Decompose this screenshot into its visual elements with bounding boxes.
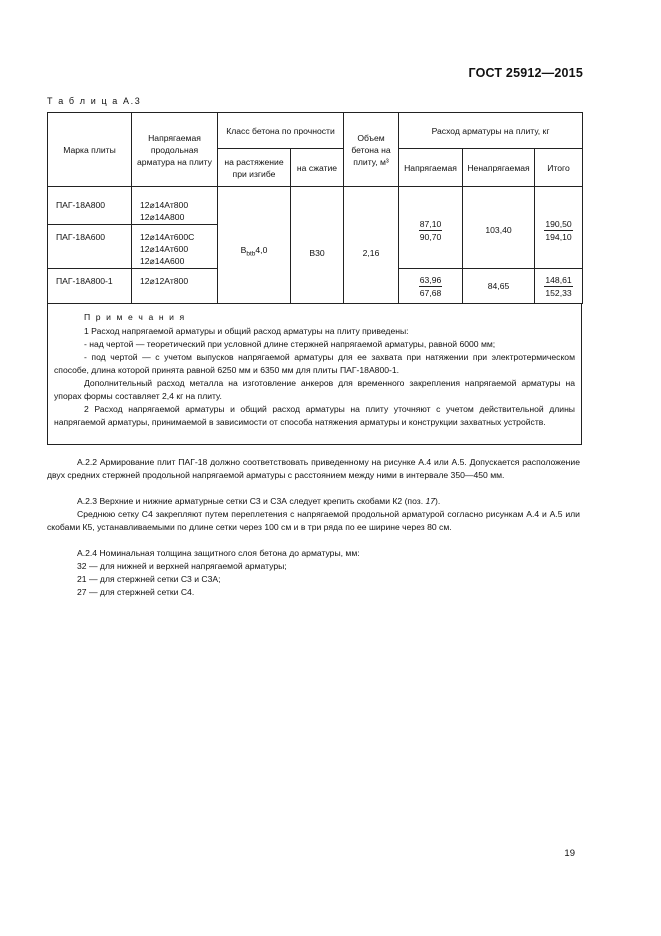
row-rebar: 12⌀14Ат800 12⌀14А800: [132, 193, 218, 225]
paragraph-a22: А.2.2 Армирование плит ПАГ-18 должно соответствовать приведенному на рисунке А.4 или А.5. Допускается расположение двух средних стержней продольной напрягаемой арматуры с расстоянием между ними в интервале 350—450 мм.: [47, 457, 580, 480]
col-concrete-class-header: Класс бетона по прочности: [218, 113, 344, 149]
col-tensioned-header: Напрягаемая: [399, 149, 463, 187]
col-mark-header: Марка плиты: [48, 113, 132, 187]
volume-cell: 2,16: [344, 193, 399, 304]
paragraph-c4: Среднюю сетку С4 закрепляют путем переплетения с напрягаемой продольной арматурой согласно рисункам А.4 и А.5 или скобами К5, устанавливаемыми по длине сетки через 100 см и в три ряда по ее ширине через 80 см.: [47, 509, 580, 532]
group2-tensioned: $\frac{63,96}{67,68}$: [399, 269, 463, 304]
row-mark: ПАГ-18А800: [48, 193, 132, 225]
cover-item: 32 — для нижней и верхней напрягаемой арматуры;: [77, 561, 287, 571]
table-caption: Т а б л и ц а А.3: [47, 96, 142, 106]
note-1a: - над чертой — теоретический при условной длине стержней напрягаемой арматуры, равной 6000 мм;: [84, 339, 496, 349]
group1-tensioned: $\frac{87,10}{90,70}$: [399, 193, 463, 269]
cover-item: 27 — для стержней сетки С4.: [77, 587, 195, 597]
col-tension-header: на растяжение при изгибе: [218, 149, 291, 187]
note-2: 2 Расход напрягаемой арматуры и общий расход арматуры на плиту уточняют с учетом действительной длины напрягаемой арматуры, принимаемой в зависимости от способа натяжения арматуры и конструкции захватных устройств.: [54, 404, 575, 427]
note-1b: - под чертой — с учетом выпусков напрягаемой арматуры для ее захвата при натяжении при электротермическом способе, длина которой принята равной 6250 мм и 6350 мм для плиты ПАГ-18А800-1.: [54, 352, 575, 375]
standard-designation: ГОСТ 25912—2015: [468, 66, 583, 80]
group2-total: $\frac{148,61}{152,33}$: [535, 269, 583, 304]
group2-untensioned: 84,65: [463, 269, 535, 304]
col-prestressed-header: Напрягаемая продольная арматура на плиту: [132, 113, 218, 187]
col-volume-header: Объем бетона на плиту, м³: [344, 113, 399, 187]
row-mark: ПАГ-18А600: [48, 225, 132, 269]
table-row: [48, 193, 583, 225]
reinforcement-table: [47, 112, 583, 304]
paragraph-a23: А.2.3 Верхние и нижние арматурные сетки С3 и С3А следует крепить скобами К2 (поз. 17).: [77, 496, 441, 506]
page-number: 19: [564, 848, 575, 859]
col-compression-header: на сжатие: [291, 149, 344, 187]
group1-untensioned: 103,40: [463, 193, 535, 269]
cover-item: 21 — для стержней сетки С3 и С3А;: [77, 574, 221, 584]
row-rebar: 12⌀12Ат800: [132, 269, 218, 304]
col-untensioned-header: Ненапрягаемая: [463, 149, 535, 187]
col-total-header: Итого: [535, 149, 583, 187]
compression-class-cell: B30: [291, 193, 344, 304]
table-notes: [47, 303, 582, 445]
note-1: 1 Расход напрягаемой арматуры и общий расход арматуры на плиту приведены:: [84, 326, 409, 336]
row-mark: ПАГ-18А800-1: [48, 269, 132, 304]
col-consumption-header: Расход арматуры на плиту, кг: [399, 113, 583, 149]
row-rebar: 12⌀14Ат600С 12⌀14Ат600 12⌀14А600: [132, 225, 218, 269]
tension-class-cell: $B_{btb}4,0$: [218, 193, 291, 304]
paragraph-a24: А.2.4 Номинальная толщина защитного слоя бетона до арматуры, мм:: [77, 548, 360, 558]
notes-title: П р и м е ч а н и я: [84, 312, 186, 322]
group1-total: $\frac{190,50}{194,10}$: [535, 193, 583, 269]
note-1c: Дополнительный расход металла на изготовление анкеров для временного закрепления напрягаемой арматуры на упорах формы составляет 2,4 кг на плиту.: [54, 378, 575, 401]
